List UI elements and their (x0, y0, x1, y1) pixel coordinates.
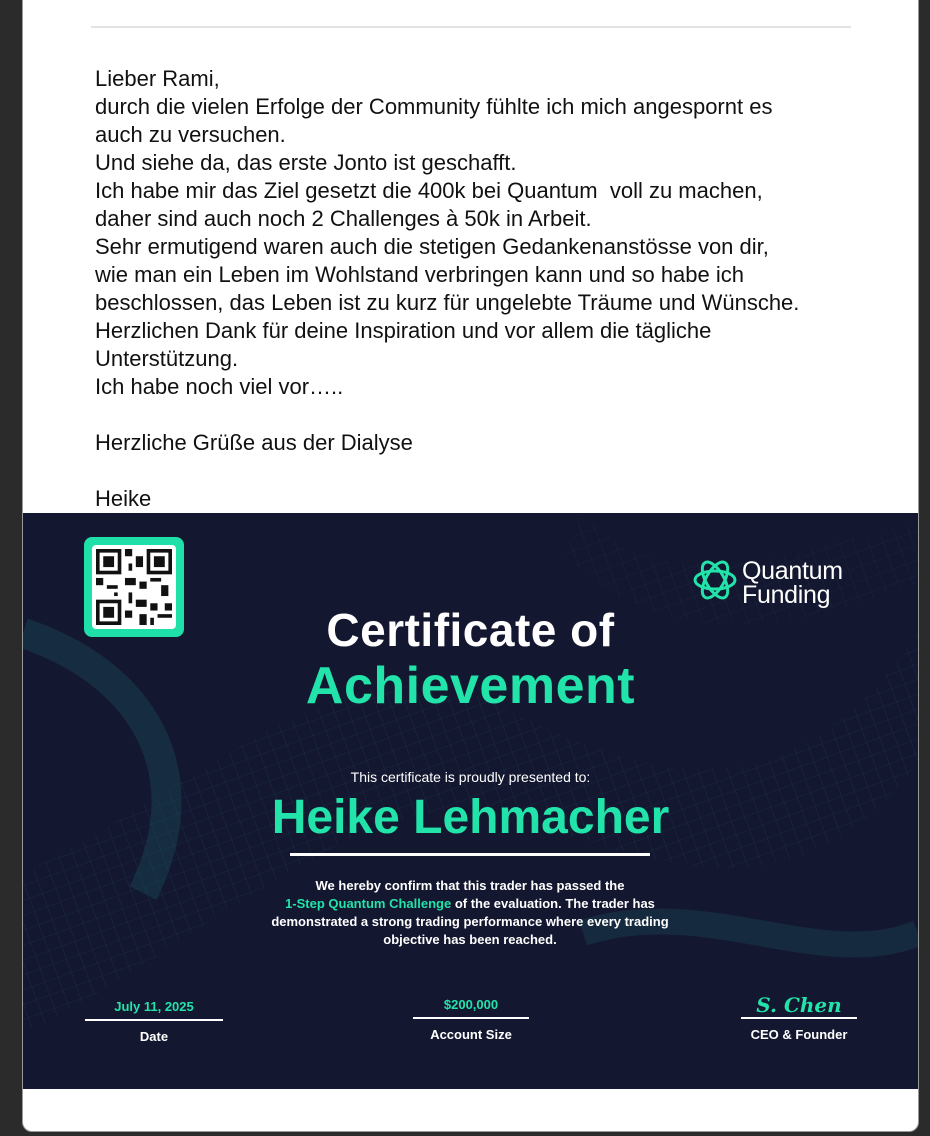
letter-line: Und siehe da, das erste Jonto ist geschafft. (95, 150, 517, 175)
letter-line: Sehr ermutigend waren auch die stetigen Gedankenanstösse von dir, (95, 234, 769, 259)
certificate-title-line-2: Achievement (305, 657, 636, 715)
recipient-name: Heike Lehmacher (271, 791, 670, 844)
letter-line: beschlossen, das Leben ist zu kurz für ungelebte Träume und Wünsche. (95, 290, 800, 315)
letter-signature: Heike (95, 486, 152, 511)
letter-body (95, 65, 895, 513)
email-window (22, 0, 919, 1132)
date-underline (85, 1019, 223, 1021)
signature-field (740, 995, 858, 1042)
brand-line-1: Quantum (742, 557, 843, 585)
challenge-name: 1-Step Quantum Challenge (285, 896, 452, 911)
letter-line: wie man ein Leben im Wohlstand verbringen kann und so habe ich (95, 262, 744, 287)
brand-line-2: Funding (742, 581, 831, 609)
letter-closing: Herzliche Grüße aus der Dialyse (95, 430, 413, 455)
quantum-logo-icon (692, 557, 738, 603)
date-label: Date (139, 1029, 169, 1044)
letter-line: daher sind auch noch 2 Challenges à 50k in Arbeit. (95, 206, 592, 231)
presented-to-text: This certificate is proudly presented to: (350, 769, 591, 785)
date-value: July 11, 2025 (114, 999, 194, 1014)
account-size-underline (413, 1017, 529, 1019)
ceo-signature: S. Chen (756, 993, 842, 1017)
recipient-underline (290, 853, 650, 856)
date-field (84, 997, 224, 1044)
certificate-description (270, 877, 670, 949)
letter-line: Unterstützung. (95, 346, 239, 371)
description-part-2: of the evaluation. The trader has demonstrated a strong trading performance where every trading objective has been reached. (271, 896, 669, 947)
account-size-value: $200,000 (443, 997, 499, 1012)
letter-line: Ich habe noch viel vor….. (95, 374, 344, 399)
certificate-image (23, 513, 918, 1089)
header-divider (91, 26, 851, 28)
signature-label: CEO & Founder (750, 1027, 848, 1042)
description-part-1: We hereby confirm that this trader has passed the (315, 878, 625, 893)
letter-line: Ich habe mir das Ziel gesetzt die 400k bei Quantum voll zu machen, (95, 178, 763, 203)
letter-line: Lieber Rami, (95, 66, 220, 91)
certificate-title-line-1: Certificate of (326, 604, 615, 656)
letter-line: durch die vielen Erfolge der Community fühlte ich mich angespornt es (95, 94, 773, 119)
letter-line: auch zu versuchen. (95, 122, 286, 147)
account-size-label: Account Size (430, 1027, 512, 1042)
account-size-field (411, 995, 531, 1042)
signature-underline (741, 1017, 857, 1019)
letter-line: Herzlichen Dank für deine Inspiration und vor allem die tägliche (95, 318, 712, 343)
